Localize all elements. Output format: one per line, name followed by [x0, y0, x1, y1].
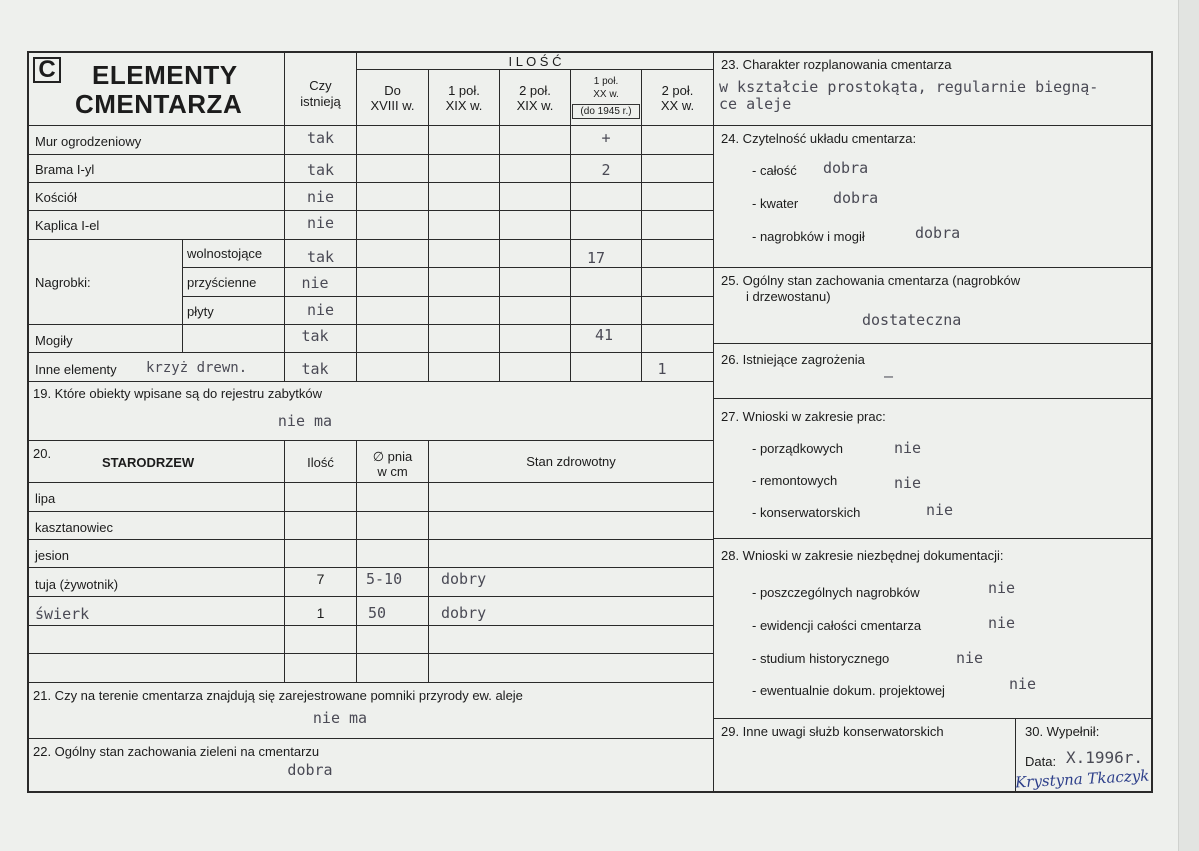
q26-label: 26. Istniejące zagrożenia — [721, 352, 865, 367]
row-value-mur-exists: tak — [306, 129, 335, 147]
q19-value: nie ma — [277, 412, 333, 430]
q20-number: 20. — [33, 446, 52, 461]
czy-istnieja-line2: istnieją — [300, 94, 341, 109]
q28-c-label: - studium historycznego — [752, 651, 890, 666]
row-value-mogily-exists: tak — [301, 327, 329, 345]
period-3-line1: 2 poł. — [519, 83, 551, 98]
divider — [28, 625, 713, 626]
q27-kons-label: - konserwatorskich — [752, 505, 861, 520]
divider — [499, 70, 500, 382]
divider — [28, 440, 713, 441]
tree-row-name: tuja (żywotnik) — [35, 577, 119, 592]
q20-col-ilosc: Ilość — [307, 455, 334, 470]
row-value-kosciol-exists: nie — [306, 188, 335, 206]
divider — [28, 596, 713, 597]
row-label-mogily: Mogiły — [35, 333, 73, 348]
tree-row-stan: dobry — [441, 604, 487, 622]
row-label-kosciol: Kościół — [35, 190, 77, 205]
divider — [284, 440, 285, 682]
q28-a-value: nie — [988, 579, 1016, 597]
divider — [713, 718, 1152, 719]
row-value-brama-count: 2 — [601, 161, 611, 179]
q24-nagrobkow-label: - nagrobków i mogił — [752, 229, 865, 244]
q28-d-label: - ewentualnie dokum. projektowej — [752, 683, 945, 698]
row-value-wolnostojace-exists: tak — [306, 248, 335, 266]
divider — [713, 343, 1152, 344]
q20-title: STARODRZEW — [102, 455, 195, 470]
q27-label: 27. Wnioski w zakresie prac: — [721, 409, 886, 424]
section-letter: C — [38, 56, 56, 83]
q28-d-value: nie — [1009, 675, 1037, 693]
q27-porz-value: nie — [894, 439, 922, 457]
row-value-mogily-count: 41 — [594, 326, 614, 344]
divider — [28, 511, 713, 512]
divider — [28, 381, 713, 382]
q24-calosc-label: - całość — [752, 163, 797, 178]
q24-calosc-value: dobra — [823, 159, 869, 177]
q23-value-line2: ce aleje — [719, 95, 792, 113]
q28-a-label: - poszczególnych nagrobków — [752, 585, 920, 600]
q24-label: 24. Czytelność układu cmentarza: — [721, 131, 917, 146]
q29-label: 29. Inne uwagi służb konserwatorskich — [721, 724, 944, 739]
divider — [28, 352, 713, 353]
period-2-line1: 1 poł. — [448, 83, 480, 98]
row-value-mur-count: + — [601, 129, 611, 147]
row-label-brama: Brama I-yl — [35, 162, 95, 177]
q24-kwater-label: - kwater — [752, 196, 799, 211]
title-line2: CMENTARZA — [75, 89, 243, 119]
tree-row-ilosc: 7 — [316, 571, 325, 587]
period-5-line1: 2 poł. — [661, 83, 694, 98]
row-label-plyty: płyty — [187, 304, 214, 319]
divider — [713, 267, 1152, 268]
q21-label: 21. Czy na terenie cmentarza znajdują się zarejestrowane pomniki przyrody ew. aleje — [33, 688, 523, 703]
row-label-nagrobki: Nagrobki: — [35, 275, 91, 290]
row-label-kaplica: Kaplica I-el — [35, 218, 100, 233]
q27-porz-label: - porządkowych — [752, 441, 844, 456]
divider — [28, 239, 713, 240]
q27-rem-label: - remontowych — [752, 473, 838, 488]
divider — [28, 182, 713, 183]
divider — [28, 738, 713, 739]
q30-label: 30. Wypełnił: — [1025, 724, 1100, 739]
divider — [28, 324, 713, 325]
tree-row-name: lipa — [35, 491, 56, 506]
divider — [182, 296, 713, 297]
section-letter-box — [33, 57, 61, 83]
divider — [28, 653, 713, 654]
row-value-inne-count: 1 — [657, 360, 667, 378]
period-4-line1: 1 poł. — [593, 76, 619, 87]
period-3-line2: XIX w. — [516, 98, 554, 113]
row-value-wolnostojace-count: 17 — [586, 249, 606, 267]
row-value-inne-exists: tak — [301, 360, 329, 378]
row-value-brama-exists: tak — [306, 161, 335, 179]
signature: Krystyna Tkaczyk — [1014, 766, 1150, 792]
q25-value: dostateczna — [862, 311, 962, 329]
tree-row-name: kasztanowiec — [35, 520, 114, 535]
page-edge — [1178, 0, 1199, 851]
q24-nagrobkow-value: dobra — [915, 224, 961, 242]
divider — [28, 482, 713, 483]
period-1-line1: Do — [384, 83, 401, 98]
row-value-kaplica-exists: nie — [306, 214, 335, 232]
ilosc-header: I L O Ś Ć — [508, 54, 562, 69]
q25-label-line1: 25. Ogólny stan zachowania cmentarza (nagrobków — [721, 273, 1021, 288]
q27-rem-value: nie — [894, 474, 922, 492]
q28-b-label: - ewidencji całości cmentarza — [752, 618, 922, 633]
divider — [428, 440, 429, 682]
q28-b-value: nie — [988, 614, 1016, 632]
q20-col-stan: Stan zdrowotny — [526, 454, 616, 469]
divider — [713, 538, 1152, 539]
divider — [28, 154, 713, 155]
q20-col-pnia-line2: w cm — [377, 464, 408, 479]
row-value-przyscienne-exists: nie — [301, 274, 329, 292]
q23-label: 23. Charakter rozplanowania cmentarza — [721, 57, 952, 72]
period-4-line2: XX w. — [593, 89, 619, 100]
q21-value: nie ma — [312, 709, 368, 727]
row-label-wolnostojace: wolnostojące — [187, 246, 263, 261]
period-2-line2: XIX w. — [445, 98, 483, 113]
divider — [641, 70, 642, 382]
divider — [713, 398, 1152, 399]
divider — [713, 52, 714, 792]
divider — [182, 267, 713, 268]
q20-col-pnia-line1: ∅ pnia — [372, 449, 413, 464]
q22-value: dobra — [287, 761, 333, 779]
tree-row-stan: dobry — [441, 570, 487, 588]
row-label-przyscienne: przyścienne — [187, 275, 257, 290]
q28-c-value: nie — [956, 649, 984, 667]
divider — [28, 125, 713, 126]
q26-value: – — [884, 367, 894, 385]
czy-istnieja-line1: Czy — [309, 78, 332, 93]
tree-row-name: świerk — [35, 605, 90, 623]
period-4-line3: (do 1945 r.) — [572, 104, 640, 119]
q23-value-line1: w kształcie prostokąta, regularnie biegną- — [719, 78, 1099, 96]
q22-label: 22. Ogólny stan zachowania zieleni na cmentarzu — [33, 744, 320, 759]
period-1-line2: XVIII w. — [370, 98, 415, 113]
divider — [713, 125, 1152, 126]
tree-row-pnia: 50 — [368, 604, 387, 622]
tree-row-name: jesion — [35, 548, 69, 563]
q28-label: 28. Wnioski w zakresie niezbędnej dokumentacji: — [721, 548, 1004, 563]
q25-label-line2: i drzewostanu) — [746, 289, 831, 304]
divider — [28, 567, 713, 568]
period-5-line2: XX w. — [660, 98, 695, 113]
divider — [28, 539, 713, 540]
row-label-inne: Inne elementy — [35, 362, 117, 377]
q30-date-value: X.1996r. — [1066, 748, 1144, 767]
title-line1: ELEMENTY — [92, 60, 238, 90]
row-value-inne-name: krzyż drewn. — [146, 360, 248, 376]
row-value-plyty-exists: nie — [306, 301, 335, 319]
row-label-mur: Mur ogrodzeniowy — [35, 134, 142, 149]
q30-date-label: Data: — [1025, 754, 1057, 769]
tree-row-ilosc: 1 — [316, 605, 325, 621]
divider — [28, 210, 713, 211]
tree-row-pnia: 5-10 — [366, 570, 403, 588]
q27-kons-value: nie — [926, 501, 954, 519]
divider — [428, 70, 429, 382]
divider — [28, 682, 713, 683]
q24-kwater-value: dobra — [833, 189, 879, 207]
q19-label: 19. Które obiekty wpisane są do rejestru zabytków — [33, 386, 323, 401]
